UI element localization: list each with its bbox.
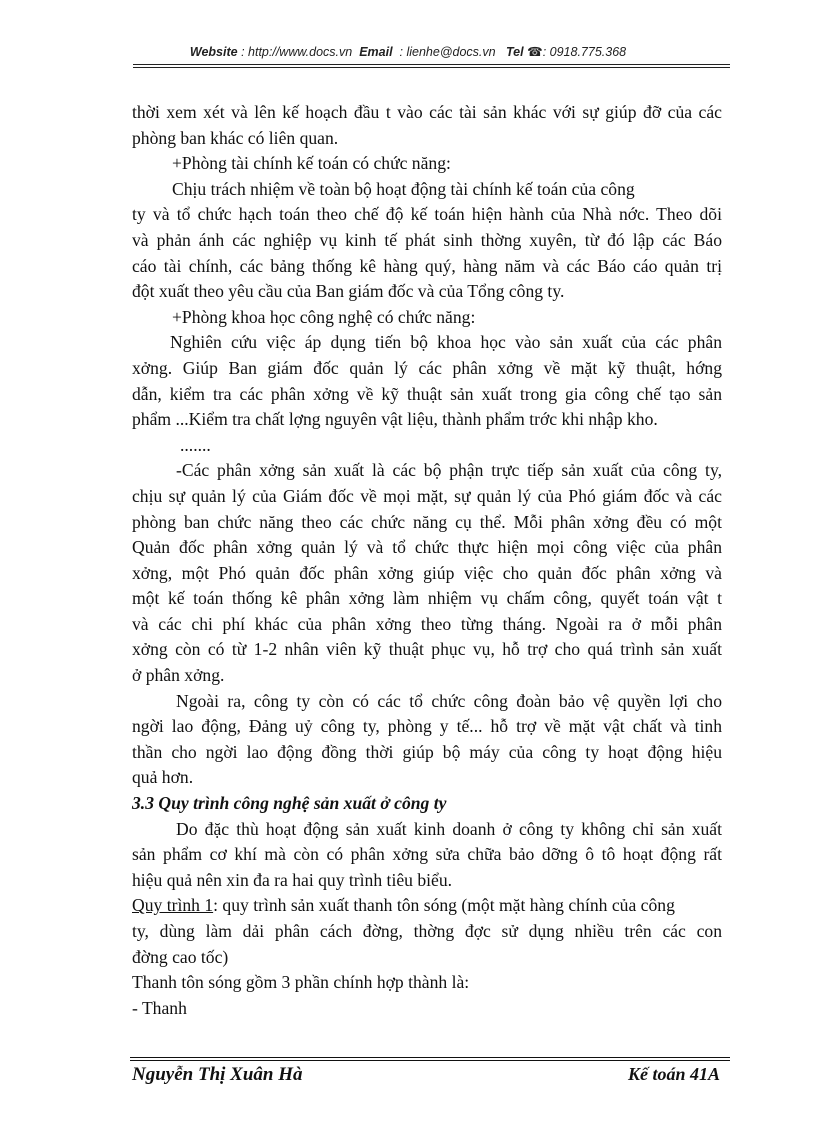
text-line: Quản đốc phân xởng quản lý và tổ chức thực hiện mọi công việc của phân <box>132 537 722 558</box>
text-line: thần cho ngời lao động đồng thời giúp bộ máy của công ty hoạt động hiệu <box>132 741 722 762</box>
text-line: - Thanh <box>132 997 187 1018</box>
text-line: Do đặc thù hoạt động sản xuất kinh doanh ở công ty không chỉ sản xuất <box>176 818 722 839</box>
email-value: : lienhe@docs.vn <box>399 45 496 59</box>
text-line: xởng. Giúp Ban giám đốc quản lý các phân xởng về mặt kỹ thuật, hớng <box>132 357 722 378</box>
header-rule-2 <box>133 67 730 68</box>
process-label: Quy trình 1 <box>132 895 214 916</box>
text-line: dẫn, kiểm tra các phân xởng về kỹ thuật sản xuất trong gia công chế tạo sản <box>132 383 722 404</box>
tel-value: : 0918.775.368 <box>542 45 627 59</box>
text-line: cáo tài chính, các bảng thống kê hàng quý, hàng năm và các Báo cáo quản trị <box>132 255 722 276</box>
header-rule <box>133 64 730 65</box>
text-line <box>132 893 722 919</box>
text-line: đột xuất theo yêu cầu của Ban giám đốc và của Tổng công ty. <box>132 281 565 302</box>
footer-author: Nguyễn Thị Xuân Hà <box>132 1064 303 1085</box>
footer-rule-2 <box>130 1060 730 1061</box>
page-header <box>0 44 816 59</box>
text-line: đờng cao tốc) <box>132 946 229 967</box>
email-label: Email <box>359 45 393 59</box>
section-heading: 3.3 Quy trình công nghệ sản xuất ở công ty <box>132 793 447 814</box>
text-line: và các chi phí khác của phân xởng theo từng tháng. Ngoài ra ở mỗi phân <box>132 613 722 634</box>
text-line: ở phân xởng. <box>132 665 225 686</box>
text-line: ty, dùng làm dải phân cách đờng, thờng đợc sử dụng nhiều trên các con <box>132 921 722 941</box>
text-line: Thanh tôn sóng gồm 3 phần chính hợp thành là: <box>132 972 470 993</box>
text-line: +Phòng tài chính kế toán có chức năng: <box>172 153 451 174</box>
footer-class: Kế toán 41A <box>627 1064 720 1084</box>
text-line: sản phẩm cơ khí mà còn có phân xởng sửa chữa bảo dỡng ô tô hoạt động rất <box>132 844 722 865</box>
website-label: Website <box>189 45 238 59</box>
text-line: phòng ban khác có liên quan. <box>132 127 339 148</box>
text-line: Chịu trách nhiệm về toàn bộ hoạt động tài chính kế toán của công <box>172 178 635 199</box>
text-line: ....... <box>180 434 211 455</box>
text-line: xởng, một Phó quản đốc phân xởng giúp việc cho quản đốc phân xởng và <box>132 562 722 583</box>
text-line: chịu sự quản lý của Giám đốc về mọi mặt, sự quản lý của Phó giám đốc và các <box>132 485 722 506</box>
text-line: thời xem xét và lên kế hoạch đầu t vào các tài sản khác với sự giúp đỡ của các <box>132 102 722 122</box>
document-body <box>132 100 722 1021</box>
text-line: +Phòng khoa học công nghệ có chức năng: <box>172 306 476 327</box>
text-line: quả hơn. <box>132 767 194 788</box>
website-value: : http://www.docs.vn <box>241 45 353 59</box>
process-text: : quy trình sản xuất thanh tôn sóng (một mặt hàng chính của công <box>213 895 675 916</box>
text-line: phẩm ...Kiểm tra chất lợng nguyên vật liệu, thành phẩm trớc khi nhập kho. <box>132 409 658 430</box>
text-line: một kế toán thống kê phân xởng làm nhiệm vụ chấm công, quyết toán vật t <box>132 588 722 609</box>
text-line: ty và tổ chức hạch toán theo chế độ kế toán hiện hành của Nhà nớc. Theo dõi <box>132 204 722 225</box>
text-line: và phản ánh các nghiệp vụ kinh tế phát sinh thờng xuyên, từ đó lập các Báo <box>132 229 722 250</box>
tel-label: Tel <box>506 45 524 59</box>
text-line: xởng còn có từ 1-2 nhân viên kỹ thuật phục vụ, hỗ trợ cho quá trình sản xuất <box>132 639 722 660</box>
text-line: phòng ban chức năng theo các chức năng cụ thể. Mỗi phân xởng đều có một <box>132 511 722 532</box>
text-line: hiệu quả nên xin đa ra hai quy trình tiêu biểu. <box>132 869 453 890</box>
text-line: Nghiên cứu việc áp dụng tiến bộ khoa học vào sản xuất của các phân <box>170 332 722 353</box>
text-line: Ngoài ra, công ty còn có các tổ chức công đoàn bảo vệ quyền lợi cho <box>176 690 722 711</box>
phone-icon: ☎ <box>527 45 543 59</box>
text-line: ngời lao động, Đảng uỷ công ty, phòng y tế... hỗ trợ về mặt vật chất và tinh <box>132 716 722 737</box>
footer-rule <box>130 1057 730 1058</box>
text-line: -Các phân xởng sản xuất là các bộ phận trực tiếp sản xuất của công ty, <box>176 460 722 481</box>
